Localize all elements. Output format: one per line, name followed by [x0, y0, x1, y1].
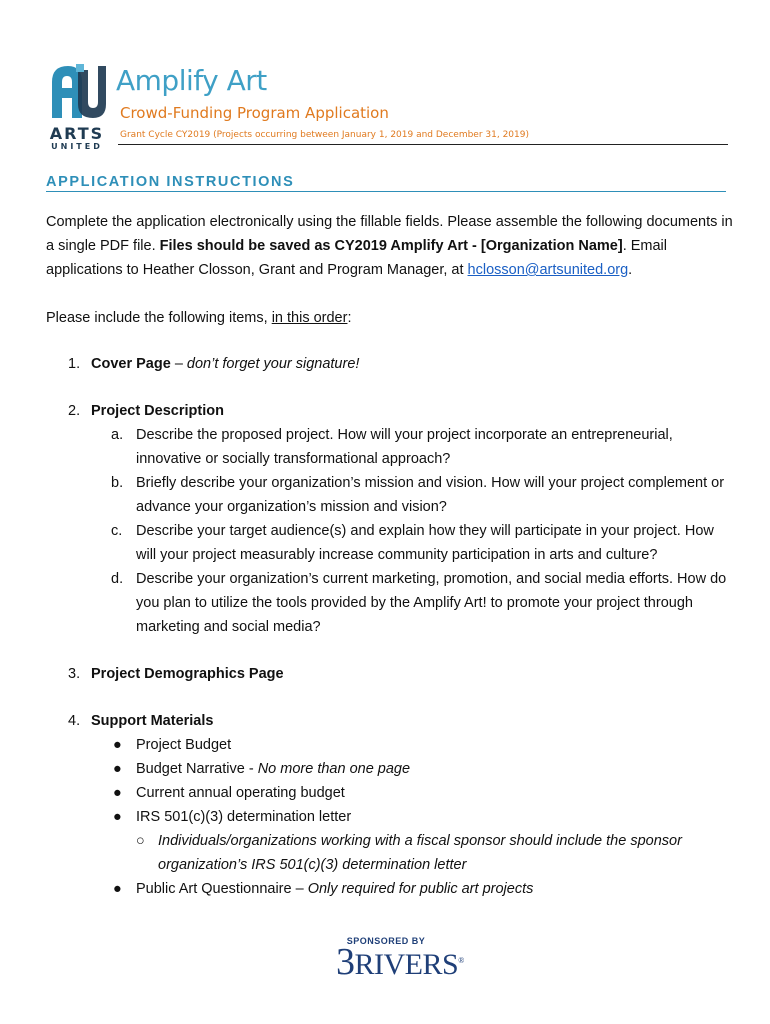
list-item-demographics — [46, 662, 736, 686]
item-title: Support Materials — [91, 713, 214, 729]
sub-item-letter: d. — [111, 571, 124, 587]
arts-united-logo — [46, 60, 108, 152]
intro-filename-rule: Files should be saved as CY2019 Amplify Art - [Organization Name] — [159, 238, 623, 254]
sub-bullet-text: Individuals/organizations working with a fiscal sponsor should include the sponsor organization’s IRS 501(c)(3) determination letter — [158, 833, 682, 873]
sub-bullet-item — [136, 829, 736, 877]
instructions-body — [46, 210, 736, 924]
item-dash: – — [170, 356, 187, 372]
bullet-text: Project Budget — [136, 737, 232, 753]
intro-paragraph — [46, 210, 736, 282]
bullet-italic-note: No more than one page — [257, 761, 411, 777]
bullet-text: Budget Narrative - — [136, 761, 258, 777]
bullet-icon: ● — [113, 761, 122, 777]
bullet-item — [91, 733, 736, 757]
item-number: 3. — [68, 666, 81, 682]
sub-item-letter: a. — [111, 427, 124, 443]
include-paragraph — [46, 306, 736, 330]
sponsor-name: RIVERS — [354, 948, 459, 981]
bullet-text: Public Art Questionnaire – — [136, 881, 308, 897]
support-materials-list — [91, 733, 736, 901]
bullet-icon: ● — [113, 881, 122, 897]
logo-text-united: UNITED — [51, 142, 103, 151]
sub-item-text: Describe your organization’s current marketing, promotion, and social media efforts. How do you plan to utilize the tools provided by the Amplify Art! to promote your project through marketing and social media? — [136, 571, 727, 635]
list-item-support-materials — [46, 709, 736, 901]
sub-item — [91, 423, 736, 471]
bullet-italic-note: Only required for public art projects — [307, 881, 534, 897]
grant-cycle-text: Grant Cycle CY2019 (Projects occurring between January 1, 2019 and December 31, 2019) — [120, 130, 529, 140]
items-list — [46, 352, 736, 901]
bullet-text: IRS 501(c)(3) determination letter — [136, 809, 352, 825]
include-order-underlined: in this order — [271, 310, 348, 326]
circle-bullet-icon: ○ — [136, 833, 145, 849]
bullet-text: Current annual operating budget — [136, 785, 345, 801]
arts-united-logo-icon — [46, 60, 108, 122]
section-heading: APPLICATION INSTRUCTIONS — [46, 174, 726, 192]
bullet-item — [91, 805, 736, 877]
bullet-item — [91, 781, 736, 805]
item-number: 1. — [68, 356, 81, 372]
intro-text-1: Complete the application electronically using the fillable fields. Please assemble the following documents in a single PDF file. — [46, 214, 733, 254]
sponsor-logo — [336, 936, 464, 983]
intro-text-3: . — [628, 262, 633, 278]
sub-item — [91, 519, 736, 567]
sub-item-text: Describe the proposed project. How will your project incorporate an entrepreneurial, innovative or socially transformational approach? — [136, 427, 673, 467]
page-subtitle: Crowd-Funding Program Application — [120, 104, 389, 122]
bullet-icon: ● — [113, 809, 122, 825]
sub-item-text: Describe your target audience(s) and explain how they will participate in your project. How will your project measurably increase community participation in arts and culture? — [136, 523, 714, 563]
bullet-item — [91, 877, 736, 901]
bullet-item — [91, 757, 736, 781]
sub-item-letter: c. — [111, 523, 123, 539]
list-item-project-description — [46, 399, 736, 639]
sponsor-numeral: 3 — [336, 941, 355, 983]
registered-mark: ® — [458, 956, 464, 965]
include-prefix: Please include the following items, — [46, 310, 272, 326]
bullet-icon: ● — [113, 737, 122, 753]
sub-item — [91, 471, 736, 519]
list-item-cover-page — [46, 352, 736, 376]
sub-item-letter: b. — [111, 475, 124, 491]
sub-item — [91, 567, 736, 639]
item-title: Project Description — [91, 403, 224, 419]
item-note: don’t forget your signature! — [186, 356, 360, 372]
sponsored-by-label: SPONSORED BY — [346, 936, 426, 946]
intro-text-2: . Email applications to Heather Closson, Grant and Program Manager, at — [46, 238, 668, 278]
document-header — [46, 60, 726, 160]
page-title: Amplify Art — [116, 64, 267, 97]
logo-text-arts: ARTS — [49, 124, 105, 143]
sub-item-text: Briefly describe your organization’s mission and vision. How will your project complement or advance your organization’s mission and vision? — [136, 475, 725, 515]
header-divider — [118, 144, 728, 145]
item-number: 4. — [68, 713, 81, 729]
item-number: 2. — [68, 403, 81, 419]
include-suffix: : — [347, 310, 352, 326]
description-questions — [91, 423, 736, 639]
fiscal-sponsor-sublist — [136, 829, 736, 877]
bullet-icon: ● — [113, 785, 122, 801]
email-link[interactable]: hclosson@artsunited.org — [467, 262, 629, 278]
item-title: Cover Page — [91, 356, 171, 372]
item-title: Project Demographics Page — [91, 666, 284, 682]
